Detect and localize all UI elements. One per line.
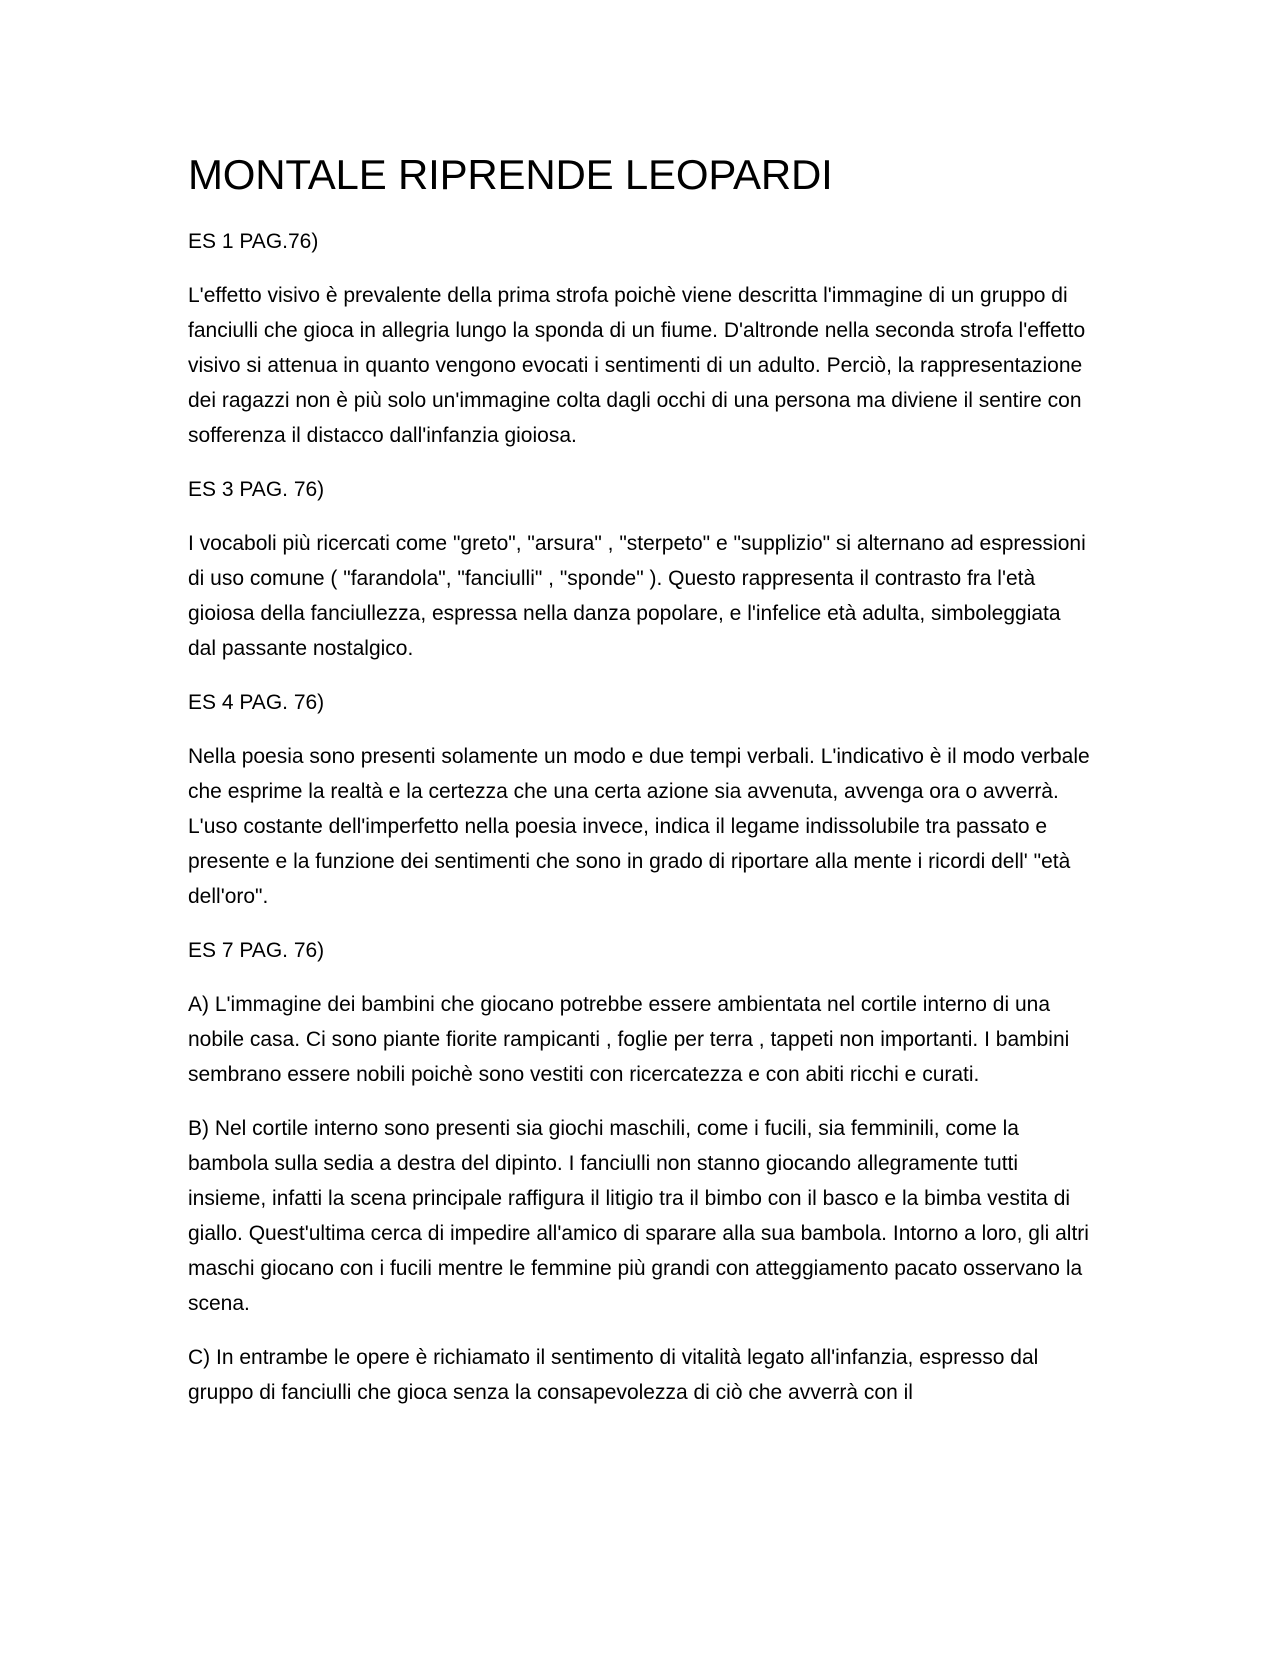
paragraph-es7-c: C) In entrambe le opere è richiamato il sentimento di vitalità legato all'infanzia, espresso dal gruppo di fanciulli che gioca senza la consapevolezza di ciò che avverrà con il [188,1346,1039,1405]
paragraph-es4: Nella poesia sono presenti solamente un modo e due tempi verbali. L'indicativo è il modo verbale che esprime la realtà e la certezza che una certa azione sia avvenuta, avvenga ora o avverrà. L'uso costante dell'imperfetto nella poesia invece, indica il legame indissolubile tra passato e presente e la funzione dei sentimenti che sono in grado di riportare alla mente i ricordi dell' "età dell'oro". [188,745,1090,909]
paragraph-es7-b: B) Nel cortile interno sono presenti sia giochi maschili, come i fucili, sia femminili, come la bambola sulla sedia a destra del dipinto. I fanciulli non stanno giocando allegramente tutti insieme, infatti la scena principale raffigura il litigio tra il bimbo con il basco e la bimba vestita di giallo. Quest'ultima cerca di impedire all'amico di sparare alla sua bambola. Intorno a loro, gli altri maschi giocano con i fucili mentre le femmine più grandi con atteggiamento pacato osservano la scena. [188,1117,1089,1316]
paragraph-es1: L'effetto visivo è prevalente della prima strofa poichè viene descritta l'immagine di un gruppo di fanciulli che gioca in allegria lungo la sponda di un fiume. D'altronde nella seconda strofa l'effetto visivo si attenua in quanto vengono evocati i sentimenti di un adulto. Perciò, la rappresentazione dei ragazzi non è più solo un'immagine colta dagli occhi di una persona ma diviene il sentire con sofferenza il distacco dall'infanzia gioiosa. [188,284,1086,448]
section-heading-es1: ES 1 PAG.76) [188,230,319,254]
paragraph-es3: I vocaboli più ricercati come "greto", "arsura" , "sterpeto" e "supplizio" si alternano ad espressioni di uso comune ( "farandola", "fanciulli" , "sponde" ). Questo rappresenta il contrasto fra l'età gioiosa della fanciullezza, espressa nella danza popolare, e l'infelice età adulta, simboleggiata dal passante nostalgico. [188,532,1086,661]
section-heading-es3: ES 3 PAG. 76) [188,478,325,502]
document-body [188,150,1093,1429]
document-title: MONTALE RIPRENDE LEOPARDI [188,151,833,198]
section-heading-es4: ES 4 PAG. 76) [188,691,325,715]
paragraph-es7-a: A) L'immagine dei bambini che giocano potrebbe essere ambientata nel cortile interno di una nobile casa. Ci sono piante fiorite rampicanti , foglie per terra , tappeti non importanti. I bambini sembrano essere nobili poichè sono vestiti con ricercatezza e con abiti ricchi e curati. [188,993,1070,1087]
section-heading-es7: ES 7 PAG. 76) [188,939,325,963]
